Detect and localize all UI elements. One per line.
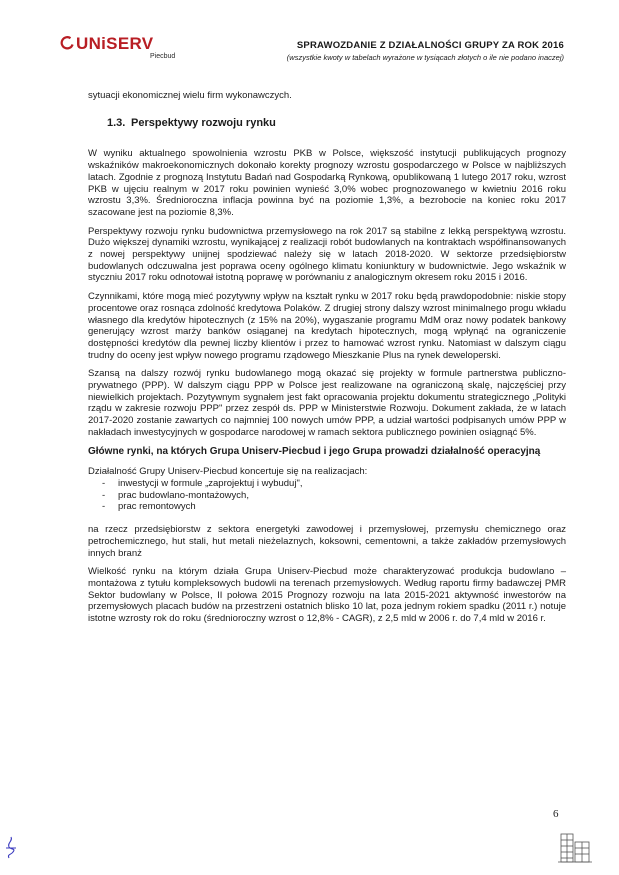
section-title: Perspektywy rozwoju rynku	[131, 116, 276, 129]
paragraph-activity-intro: Działalność Grupy Uniserv-Piecbud koncertuje się na realizacjach:	[88, 466, 368, 478]
list-item: - inwestycji w formule „zaprojektuj i wybuduj",	[88, 478, 566, 490]
list-item: - prac budowlano-montażowych,	[88, 490, 566, 502]
activity-list	[88, 478, 566, 513]
section-heading	[107, 118, 566, 130]
building-stamp-icon	[558, 828, 592, 864]
markets-heading: Główne rynki, na których Grupa Uniserv-Piecbud i jego Grupa prowadzi działalność operacyjną	[88, 445, 541, 457]
logo-text: UNiSERV	[76, 34, 154, 53]
logo-arc-icon	[60, 36, 74, 50]
paragraph-market-size: Wielkość rynku na którym działa Grupa Uniserv-Piecbud może charakteryzować produkcja budowlano – montażowa z tytułu kompleksowych budowli na terenach przemysłowych. Według raportu firmy badawczej PMR Sektor budowlany w Polsce, II połowa 2015 Prognozy rozwoju na lata 2015-2021 aktywność inwestorów na przemysłowych placach budów na przestrzeni ostatnich blisko 10 lat, poza jednym rokiem spadku (2011 r.) notuje istotne wzrosty rok do roku (średnioroczny wzrost o 12,8% - CAGR), z 2,5 mld w 2006 r. do 7,4 mld w 2016 r.	[88, 566, 566, 625]
paragraph-sectors: na rzecz przedsiębiorstw z sektora energetyki zawodowej i przemysłowej, przemysłu chemicznego oraz petrochemicznego, hut stali, hut metali nieżelaznych, koksowni, cementowni, a także zakładów przemysłowych innych branż	[88, 524, 566, 559]
report-note: (wszystkie kwoty w tabelach wyrażone w tysiącach złotych o ile nie podano inaczej)	[286, 53, 564, 62]
lead-line: sytuacji ekonomicznej wielu firm wykonawczych.	[88, 90, 292, 101]
paragraph-industrial-outlook: Perspektywy rozwoju rynku budownictwa przemysłowego na rok 2017 są stabilne z lekką perspektywą wzrostu. Dużo większej dynamiki wzrostu, wynikającej z realizacji robót budowlanych na kontraktach współfinansowanych z nowej perspektywy unijnej spodziewać należy się w latach 2018-2020. W sektorze przedsiębiorstw budowlanych odczuwalna jest poprawa oceny ogólnego klimatu koniunktury w budownictwie. Jego wskaźnik w styczniu 2017 roku odnotował istotną poprawę w porównaniu z analogicznym okresem roku 2015 i 2016.	[88, 225, 566, 284]
page-number: 6	[553, 808, 559, 820]
handwritten-initial-icon	[4, 836, 18, 860]
page-header	[0, 0, 619, 80]
paragraph-gdp-forecast: W wyniku aktualnego spowolnienia wzrostu PKB w Polsce, większość instytucji publikujących prognozy wskaźników makroekonomicznych dokonało korekty prognozy wzrostu gospodarczego w Polsce w najbliższych latach. Zgodnie z prognozą Instytutu Badań nad Gospodarką Rynkową, opublikowaną 1 lutego 2017 roku, wzrost PKB w ujęciu realnym w 2017 roku powinien wynieść 3,0% wobec prognozowanego w kwietniu 2016 roku wzrostu 3,3%. Średnioroczna inflacja powinna być na poziomie 1,3%, a bezrobocie na koniec roku 2017 szacowane jest na poziomie 8,3%.	[88, 148, 566, 218]
page-content	[88, 90, 566, 632]
list-item: - prac remontowych	[88, 501, 566, 513]
report-title: SPRAWOZDANIE Z DZIAŁALNOŚCI GRUPY ZA ROK 2016	[296, 40, 564, 51]
logo-subtext: Piecbud	[150, 53, 176, 60]
paragraph-market-factors: Czynnikami, które mogą mieć pozytywny wpływ na kształt rynku w 2017 roku będą prawdopodobnie: niskie stopy procentowe oraz rosnąca zdolność kredytowa Polaków. Z drugiej strony dalszy wzrost minimalnego progu wkładu własnego dla kredytów hipotecznych (z 15% na 20%), wygaszanie programu MdM oraz nowy podatek bankowy generujący wzrost marży banków osiąganej na kredytach hipotecznych, mogą wpłynąć na ograniczenie dostępności kredytów dla pewnej liczby klientów i przez to hamować wzrost rynku. Natomiast w dalszym ciągu trudny do oceny jest wpływ nowego programu rządowego Mieszkanie Plus na rynek deweloperski.	[88, 291, 566, 361]
paragraph-ppp: Szansą na dalszy rozwój rynku budowlanego mogą okazać się projekty w formule partnerstwa publiczno-prywatnego (PPP). W dalszym ciągu PPP w Polsce jest realizowane na ograniczoną skalę, najczęściej przy niewielkich projektach. Pozytywnym sygnałem jest fakt opracowania projektu dokumentu strategicznego „Polityki rządu w zakresie rozwoju PPP" przez zespół ds. PPP w Ministerstwie Rozwoju. Dokument zakłada, że w latach 2017-2020 zostanie zawartych co najmniej 100 nowych umów PPP, a udział wartości podpisanych umów PPP w nakładach inwestycyjnych w gospodarce narodowej w ramach sektora publicznego powinien osiągnąć 5%.	[88, 368, 566, 438]
section-number: 1.3.	[107, 116, 126, 129]
